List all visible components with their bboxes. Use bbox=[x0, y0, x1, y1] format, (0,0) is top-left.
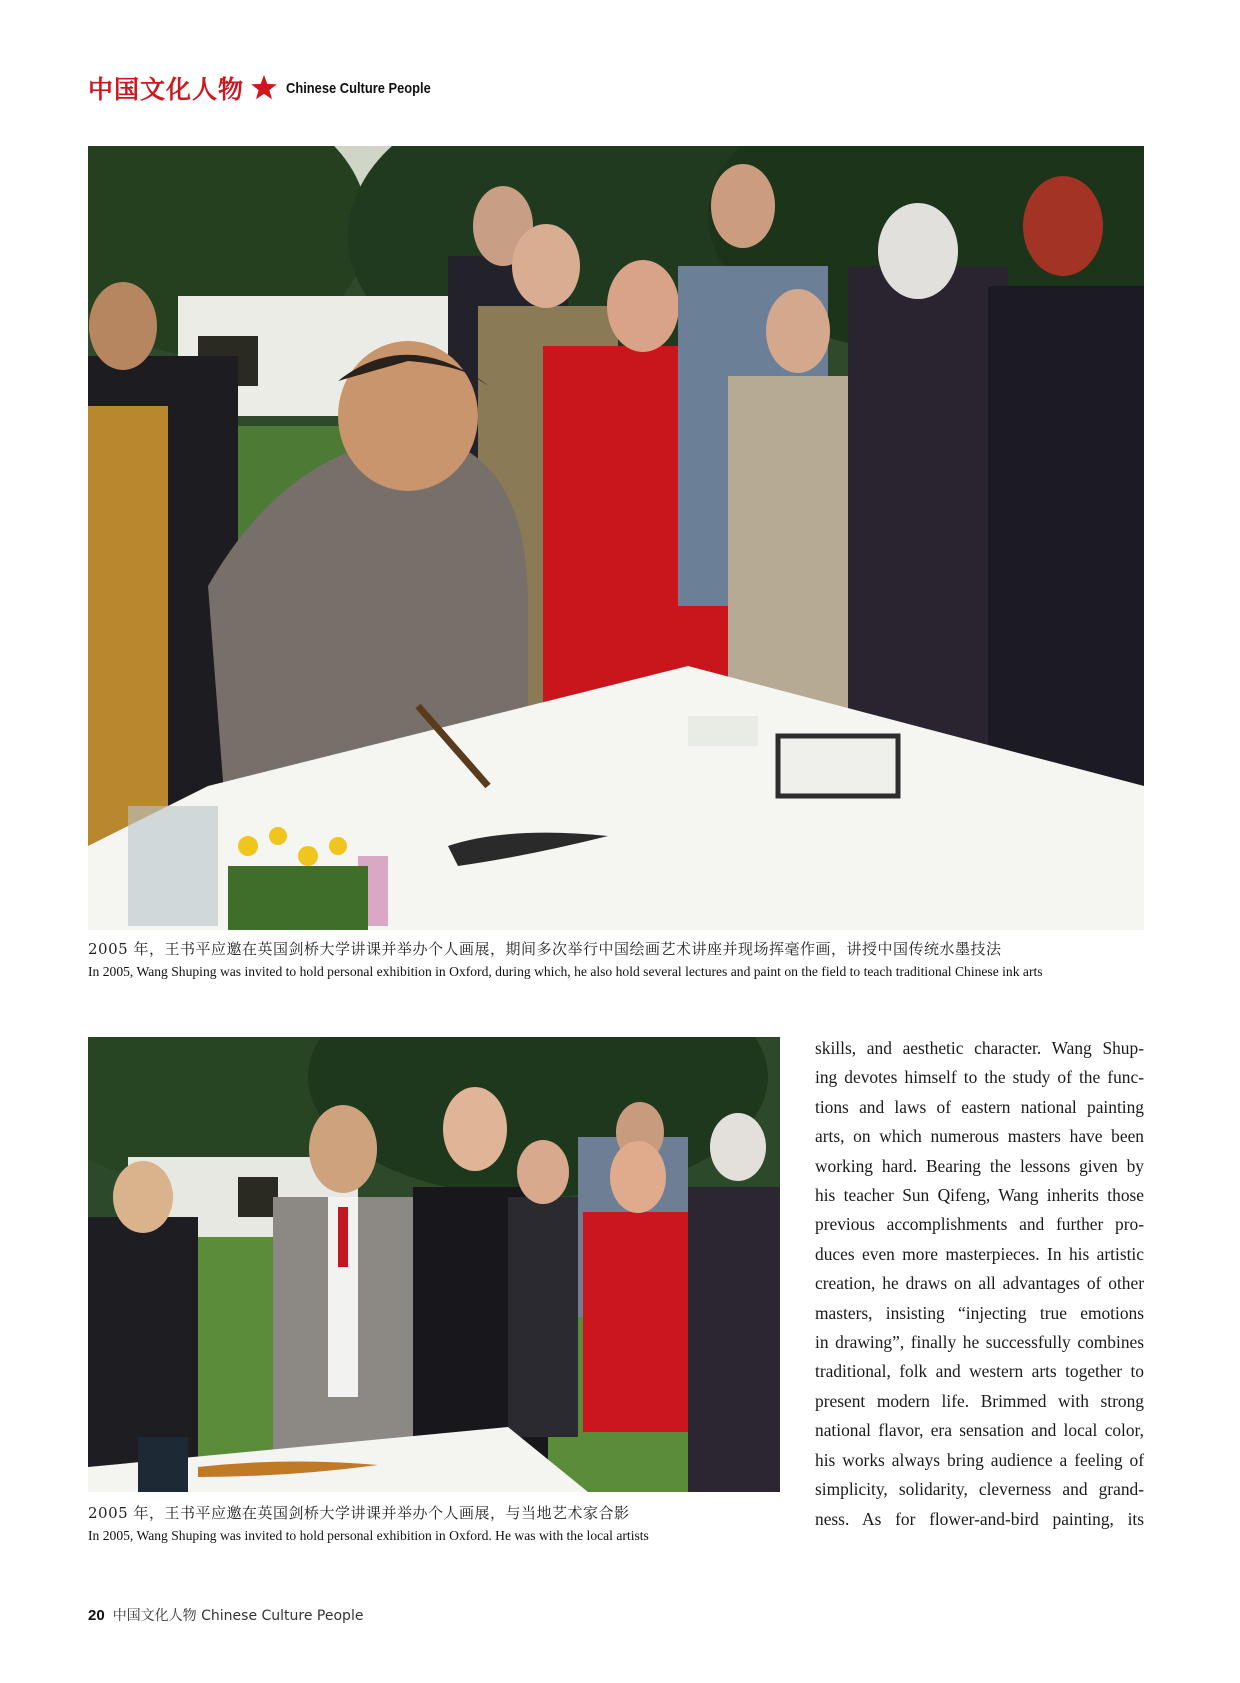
photo1-caption-en: In 2005, Wang Shuping was invited to hold personal exhibition in Oxford, during which, he also hold several lectures and paint on the field to teach traditional Chinese ink arts bbox=[88, 964, 1043, 979]
star-icon bbox=[250, 74, 278, 102]
body-line: national flavor, era sensation and local color, bbox=[815, 1420, 1144, 1441]
body-line: duces even more masterpieces. In his artistic bbox=[815, 1243, 1144, 1264]
magazine-header bbox=[88, 70, 454, 106]
body-line: ness. As for flower-and-bird painting, its bbox=[815, 1508, 1144, 1529]
body-line: previous accomplishments and further pro- bbox=[815, 1214, 1144, 1235]
body-line: his teacher Sun Qifeng, Wang inherits those bbox=[815, 1185, 1144, 1206]
photo1-caption-cn: 2005 年，王书平应邀在英国剑桥大学讲课并举办个人画展，期间多次举行中国绘画艺术讲座并现场挥毫作画，讲授中国传统水墨技法 bbox=[88, 940, 1002, 958]
body-line: tions and laws of eastern national painting bbox=[815, 1096, 1144, 1117]
page-number: 20 bbox=[88, 1607, 105, 1624]
body-line: creation, he draws on all advantages of other bbox=[815, 1273, 1144, 1294]
body-line: simplicity, solidarity, cleverness and grand- bbox=[815, 1479, 1144, 1500]
article-body-text bbox=[815, 1034, 1144, 1534]
body-line: his works always bring audience a feeling of bbox=[815, 1449, 1144, 1470]
body-line: ing devotes himself to the study of the func- bbox=[815, 1067, 1144, 1088]
page-footer bbox=[88, 1605, 363, 1625]
magazine-title-en: Chinese Culture People bbox=[286, 79, 431, 97]
photo-with-local-artists bbox=[88, 1037, 780, 1492]
body-line: arts, on which numerous masters have been bbox=[815, 1126, 1144, 1147]
body-line: present modern life. Brimmed with strong bbox=[815, 1390, 1144, 1411]
body-line: traditional, folk and western arts together to bbox=[815, 1361, 1144, 1382]
body-line: in drawing”, finally he successfully combines bbox=[815, 1332, 1144, 1353]
magazine-title-cn: 中国文化人物 bbox=[88, 75, 245, 104]
footer-publication: 中国文化人物 Chinese Culture People bbox=[112, 1608, 364, 1624]
photo2-caption-en: In 2005, Wang Shuping was invited to hold personal exhibition in Oxford. He was with the local artists bbox=[88, 1528, 649, 1543]
body-line: skills, and aesthetic character. Wang Shup- bbox=[815, 1038, 1144, 1058]
body-line: masters, insisting “injecting true emotions bbox=[815, 1302, 1144, 1323]
photo2-caption-cn: 2005 年，王书平应邀在英国剑桥大学讲课并举办个人画展，与当地艺术家合影 bbox=[88, 1504, 630, 1522]
photo-painting-demonstration bbox=[88, 146, 1144, 930]
body-line: working hard. Bearing the lessons given by bbox=[815, 1155, 1144, 1176]
